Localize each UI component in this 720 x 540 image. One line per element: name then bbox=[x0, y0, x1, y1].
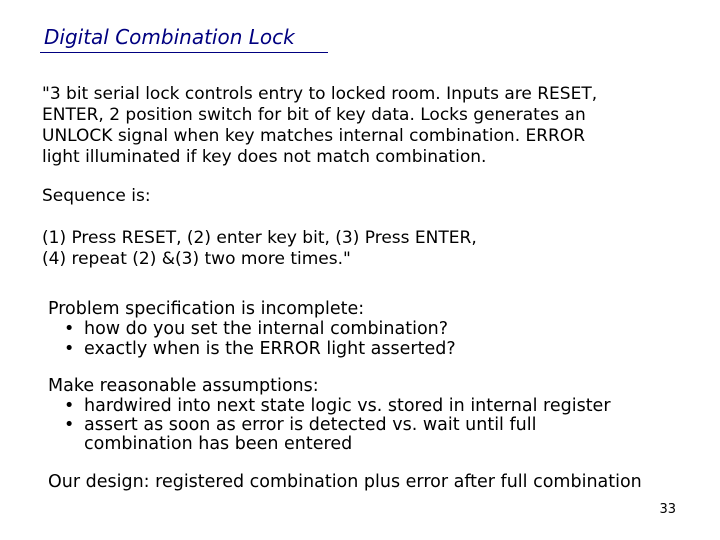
sequence-line: (1) Press RESET, (2) enter key bit, (3) Press ENTER, bbox=[42, 228, 477, 248]
page-number: 33 bbox=[659, 502, 676, 517]
sequence-label: Sequence is: bbox=[42, 186, 151, 206]
assumptions-bullet bbox=[64, 415, 536, 435]
title-underline bbox=[40, 52, 328, 53]
bullet-glyph: • bbox=[64, 396, 75, 416]
bullet-glyph: • bbox=[64, 415, 75, 435]
quote-line: UNLOCK signal when key matches internal combination. ERROR bbox=[42, 126, 586, 146]
bullet-text: exactly when is the ERROR light asserted? bbox=[84, 339, 456, 359]
quote-line: light illuminated if key does not match combination. bbox=[42, 147, 487, 167]
slide-title: Digital Combination Lock bbox=[44, 25, 295, 49]
problem-bullet bbox=[64, 319, 448, 339]
sequence-line: (4) repeat (2) &(3) two more times." bbox=[42, 249, 351, 269]
bullet-glyph: • bbox=[64, 339, 75, 359]
bullet-text: how do you set the internal combination? bbox=[84, 319, 449, 339]
assumptions-heading: Make reasonable assumptions: bbox=[48, 376, 319, 396]
assumptions-bullet bbox=[64, 396, 611, 416]
quote-line: "3 bit serial lock controls entry to locked room. Inputs are RESET, bbox=[42, 84, 598, 104]
bullet-glyph: • bbox=[64, 319, 75, 339]
problem-heading: Problem specification is incomplete: bbox=[48, 299, 365, 319]
bullet-text: hardwired into next state logic vs. stored in internal register bbox=[84, 396, 611, 416]
quote-line: ENTER, 2 position switch for bit of key data. Locks generates an bbox=[42, 105, 586, 125]
assumptions-continuation: combination has been entered bbox=[84, 434, 353, 454]
problem-bullet bbox=[64, 339, 456, 359]
bullet-text: assert as soon as error is detected vs. wait until full bbox=[84, 415, 537, 435]
design-statement: Our design: registered combination plus error after full combination bbox=[48, 472, 642, 492]
